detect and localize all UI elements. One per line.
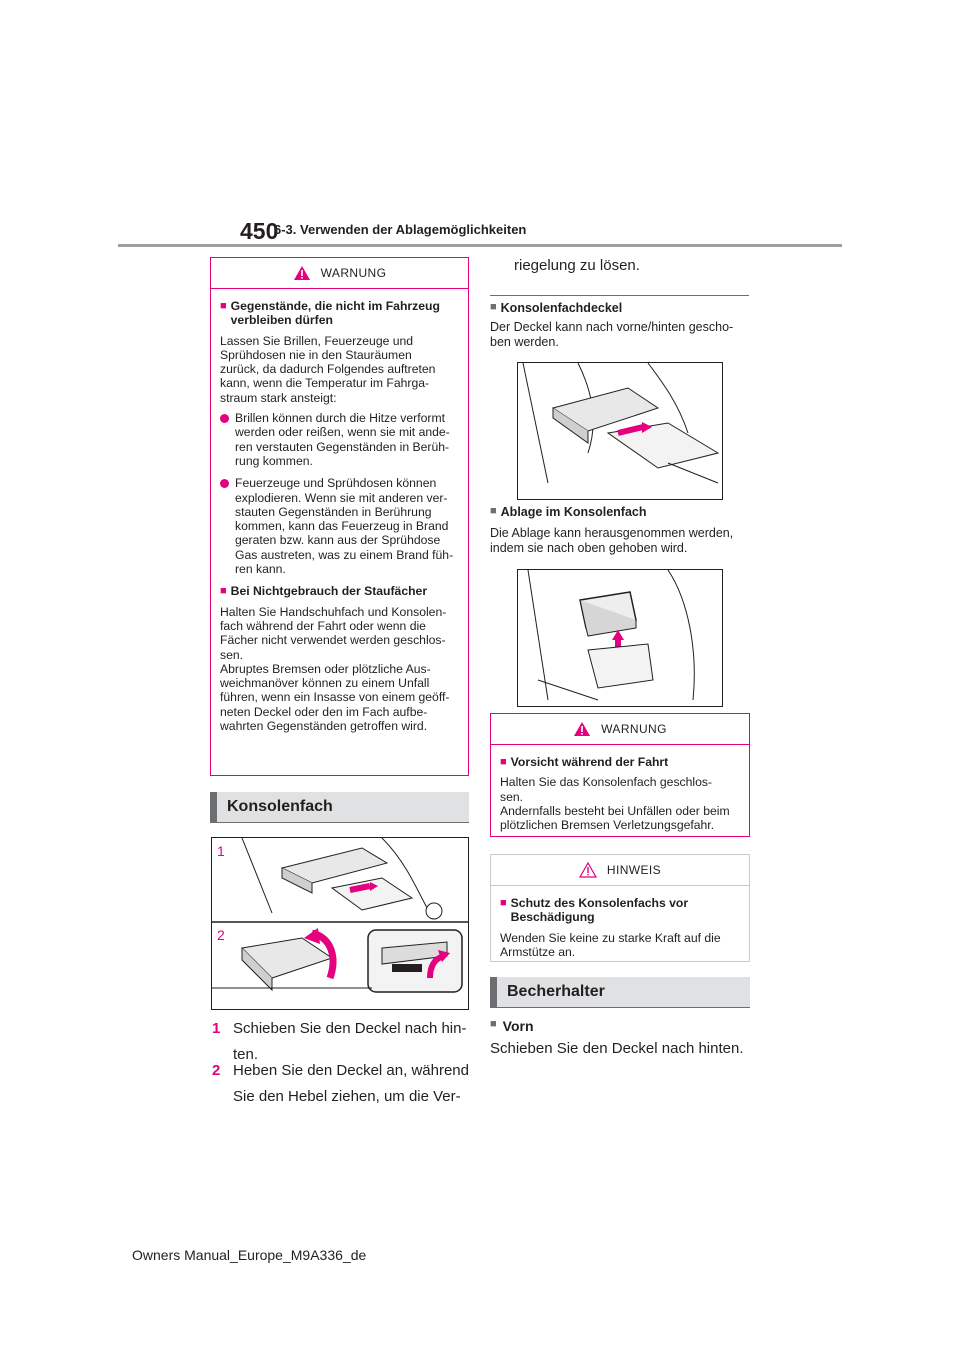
warning-paragraph: Halten Sie Handschuhfach und Konsolen- fach während der Fahrt oder wenn die Fächer nicht verwendet werden geschlos- sen. Abruptes Bremsen oder plötzliche Aus- weichmanöver können zu einem Unfall führen, wenn ein Insasse von einem geöff- neten Deckel oder den im Fach aufbe- wahrten Gegenständen getroffen wird. — [220, 604, 450, 734]
notice-triangle-icon — [579, 862, 597, 878]
console-lid-slide-figure — [517, 362, 723, 500]
subsection-heading-vorn: ■ Vorn — [490, 1018, 534, 1034]
warning-bullet: Feuerzeuge und Sprühdosen können explodieren. Wenn sie mit anderen ver- stauten Gegenständen in Berührung kommen, kann das Feuerzeug in Brand geraten bzw. kann aus der Sprühdose Gas austreten, was zu einem Brand füh- ren kann. — [235, 476, 454, 577]
warning-header — [211, 258, 468, 289]
square-bullet-icon: ■ — [490, 301, 497, 313]
cupholder-text: Schieben Sie den Deckel nach hinten. — [490, 1040, 744, 1057]
warning-box-driving — [490, 713, 750, 837]
section-title: 6-3. Verwenden der Ablagemöglichkeiten — [274, 222, 527, 237]
warning-header — [491, 714, 749, 745]
step-text: Schieben Sie den Deckel nach hin- — [233, 1020, 467, 1037]
warning-subheading: Vorsicht während der Fahrt — [510, 755, 669, 769]
round-bullet-icon — [220, 479, 229, 488]
notice-header — [491, 855, 749, 886]
warning-bullet: Brillen können durch die Hitze verformt werden oder reißen, wenn sie mit ande- ren verstauten Gegenständen in Berüh- rung kommen. — [235, 411, 450, 468]
heading-underline — [490, 1007, 750, 1008]
figure-label-2: 2 — [217, 927, 225, 943]
step-number: 1 — [212, 1020, 221, 1037]
step-text: ten. — [233, 1046, 259, 1063]
subsection-rule — [490, 295, 749, 296]
tray-illustration — [518, 570, 722, 706]
step-2-continued: riegelung zu lösen. — [514, 257, 640, 274]
console-lid-slide-illustration — [518, 363, 722, 499]
square-bullet-icon: ■ — [220, 300, 227, 312]
warning-subheading: Gegenstände, die nicht im Fahrzeug verbleiben dürfen — [230, 299, 440, 328]
warning-title: WARNUNG — [320, 266, 387, 280]
subsection-text-deckel: Der Deckel kann nach vorne/hinten gescho- ben werden. — [490, 320, 734, 349]
section-heading-becherhalter — [490, 977, 750, 1007]
square-bullet-icon: ■ — [500, 897, 507, 909]
step-text: Heben Sie den Deckel an, während — [233, 1062, 469, 1079]
step-1 — [212, 1018, 472, 1066]
section-heading-konsolenfach — [210, 792, 469, 822]
notice-paragraph: Wenden Sie keine zu starke Kraft auf die Armstütze an. — [500, 930, 721, 959]
notice-title: HINWEIS — [606, 863, 662, 877]
step-number: 2 — [212, 1062, 221, 1079]
console-lid-figure — [211, 837, 469, 1010]
warning-title: WARNUNG — [601, 722, 667, 736]
notice-subheading: Schutz des Konsolenfachs vor Beschädigung — [510, 896, 689, 925]
subsection-heading-ablage: ■ Ablage im Konsolenfach — [490, 505, 647, 519]
square-bullet-icon: ■ — [220, 585, 227, 598]
round-bullet-icon — [220, 414, 229, 423]
subsection-heading-deckel: ■ Konsolenfachdeckel — [490, 301, 623, 315]
warning-triangle-icon — [293, 265, 311, 281]
tray-figure — [517, 569, 723, 707]
warning-paragraph: Halten Sie das Konsolenfach geschlos- sen. Andernfalls besteht bei Unfällen oder beim plötzlichen Bremsen Verletzungsgefahr. — [500, 775, 730, 833]
page-number: 450 — [240, 218, 279, 244]
header-divider — [118, 244, 842, 247]
subsection-text-ablage: Die Ablage kann herausgenommen werden, indem sie nach oben gehoben wird. — [490, 526, 734, 555]
console-lid-illustration — [212, 838, 468, 1009]
heading-underline — [210, 822, 469, 823]
square-bullet-icon: ■ — [500, 756, 507, 768]
footer-text: Owners Manual_Europe_M9A336_de — [132, 1247, 367, 1263]
heading-text: Becherhalter — [507, 983, 605, 1000]
figure-label-1: 1 — [217, 843, 225, 859]
heading-text: Konsolenfach — [227, 798, 333, 815]
step-2 — [212, 1060, 472, 1108]
notice-box — [490, 854, 750, 962]
step-text: Sie den Hebel ziehen, um die Ver- — [233, 1088, 461, 1105]
square-bullet-icon: ■ — [490, 1018, 497, 1030]
warning-paragraph: Lassen Sie Brillen, Feuerzeuge und Sprühdosen nie in den Stauräumen zurück, da dadurch Folgendes auftreten kann, wenn die Temperatur im Fahrga- straum stark ansteigt: — [220, 333, 436, 405]
square-bullet-icon: ■ — [490, 505, 497, 517]
warning-box-storage — [210, 257, 469, 776]
warning-subheading: Bei Nichtgebrauch der Staufächer — [230, 584, 428, 599]
warning-triangle-icon — [573, 721, 591, 737]
